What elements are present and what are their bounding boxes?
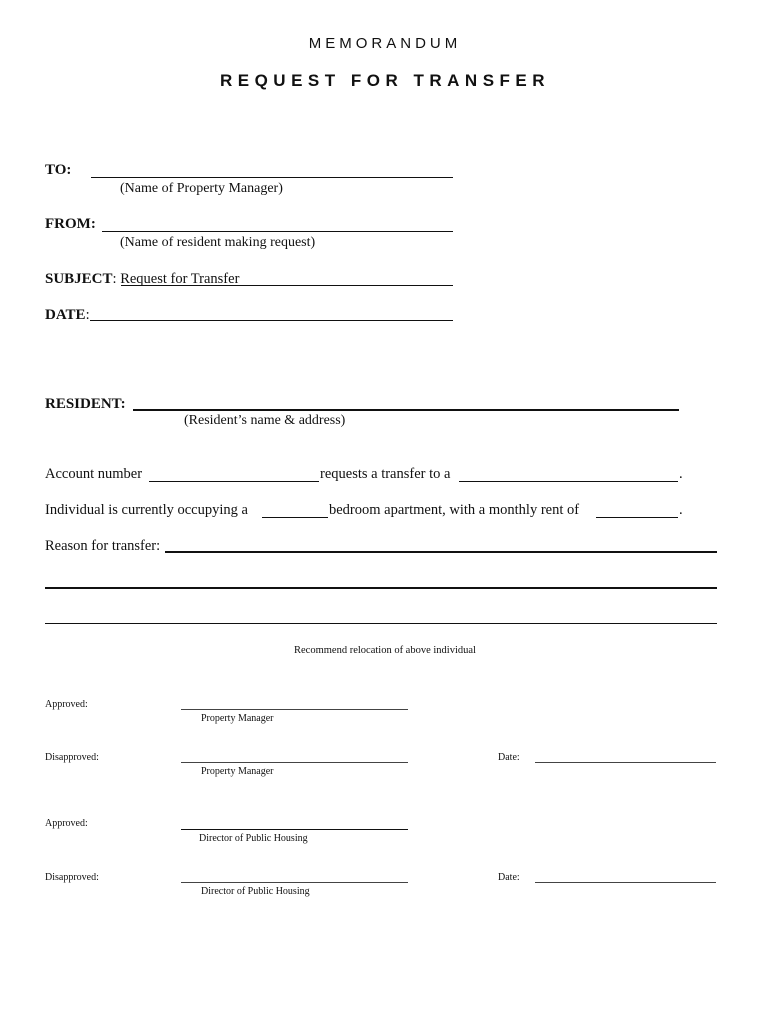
disapproved-signature-1[interactable] [181,762,408,763]
disapproved-signature-2[interactable] [181,882,408,883]
approved-label-2: Approved: [45,818,88,829]
resident-field[interactable] [133,409,679,411]
to-label: TO: [45,162,72,178]
recommend-text: Recommend relocation of above individual [294,645,476,656]
property-manager-caption-2: Property Manager [201,766,274,777]
to-field[interactable] [91,177,453,178]
date-label-1: Date: [498,752,520,763]
bedroom-label: bedroom apartment, with a monthly rent of [329,502,580,518]
requests-label: requests a transfer to a [320,466,451,482]
date-label-2: Date: [498,872,520,883]
subject-label: SUBJECT [45,271,113,287]
from-field[interactable] [102,231,453,232]
subject-field[interactable] [121,285,453,286]
resident-label: RESIDENT: [45,396,126,412]
occupying-label: Individual is currently occupying a [45,502,248,518]
bedroom-count-field[interactable] [262,517,328,518]
disapproved-label-1: Disapproved: [45,752,99,763]
date-signature-2[interactable] [535,882,716,883]
date-row: DATE: [45,307,90,323]
resident-caption: (Resident’s name & address) [184,413,346,428]
reason-label: Reason for transfer: [45,538,161,554]
reason-field-3[interactable] [45,623,717,624]
approved-signature-1[interactable] [181,709,408,710]
account-number-field[interactable] [149,481,319,482]
reason-field-1[interactable] [165,551,717,553]
to-caption: (Name of Property Manager) [120,181,283,196]
date-field[interactable] [90,320,453,321]
subject-value: Request for Transfer [120,271,240,287]
reason-field-2[interactable] [45,587,717,589]
memo-heading: MEMORANDUM [308,35,462,52]
date-label: DATE [45,307,86,323]
from-label: FROM: [45,216,96,232]
director-caption-1: Director of Public Housing [199,833,308,844]
disapproved-label-2: Disapproved: [45,872,99,883]
transfer-to-field[interactable] [459,481,678,482]
from-caption: (Name of resident making request) [120,235,316,250]
subject-row: SUBJECT: Request for Transfer [45,271,240,287]
monthly-rent-field[interactable] [596,517,678,518]
approved-label-1: Approved: [45,699,88,710]
property-manager-caption-1: Property Manager [201,713,274,724]
approved-signature-2[interactable] [181,829,408,830]
account-label: Account number [45,466,143,482]
date-signature-1[interactable] [535,762,716,763]
form-title: REQUEST FOR TRANSFER [219,71,551,90]
director-caption-2: Director of Public Housing [201,886,310,897]
